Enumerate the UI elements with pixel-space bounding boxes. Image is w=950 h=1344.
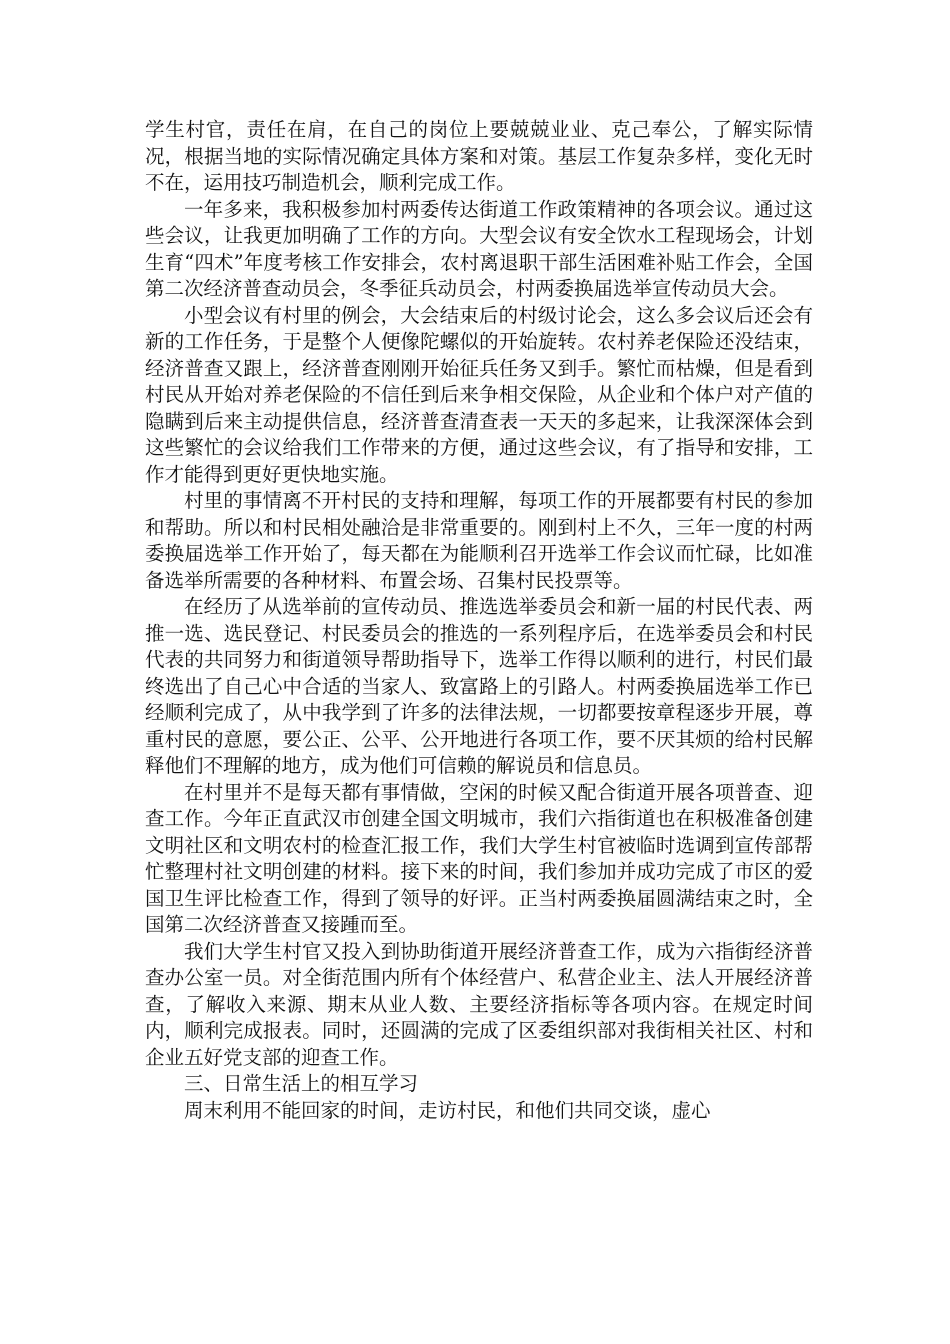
- paragraph-4: 村里的事情离不开村民的支持和理解，每项工作的开展都要有村民的参加和帮助。所以和村民相处融洽是非常重要的。刚到村上不久，三年一度的村两委换届选举工作开始了，每天都在为能顺利召开选举工作会议而忙碌，比如准备选举所需要的各种材料、布置会场、召集村民投票等。: [145, 489, 813, 592]
- paragraph-3: 小型会议有村里的例会，大会结束后的村级讨论会，这么多会议后还会有新的工作任务，于是整个人便像陀螺似的开始旋转。农村养老保险还没结束，经济普查又跟上，经济普查刚刚开始征兵任务又到手。繁忙而枯燥，但是看到村民从开始对养老保险的不信任到后来争相交保险，从企业和个体户对产值的隐瞒到后来主动提供信息，经济普查清查表一天天的多起来，让我深深体会到这些繁忙的会议给我们工作带来的方便，通过这些会议，有了指导和安排，工作才能得到更好更快地实施。: [145, 303, 813, 486]
- paragraph-1: 学生村官，责任在肩，在自己的岗位上要兢兢业业、克己奉公，了解实际情况，根据当地的实际情况确定具体方案和对策。基层工作复杂多样，变化无时不在，运用技巧制造机会，顺利完成工作。: [145, 118, 813, 194]
- paragraph-2: 一年多来，我积极参加村两委传达街道工作政策精神的各项会议。通过这些会议，让我更加明确了工作的方向。大型会议有安全饮水工程现场会，计划生育“四术”年度考核工作安排会，农村离退职干部生活困难补贴工作会，全国第二次经济普查动员会，冬季征兵动员会，村两委换届选举宣传动员大会。: [145, 197, 813, 300]
- paragraph-6: 在村里并不是每天都有事情做，空闲的时候又配合街道开展各项普查、迎查工作。今年正直武汉市创建全国文明城市，我们六指街道也在积极准备创建文明社区和文明农村的检查汇报工作，我们大学生村官被临时选调到宣传部帮忙整理村社文明创建的材料。接下来的时间，我们参加并成功完成了市区的爱国卫生评比检查工作，得到了领导的好评。正当村两委换届圆满结束之时，全国第二次经济普查又接踵而至。: [145, 780, 813, 936]
- paragraph-5: 在经历了从选举前的宣传动员、推选选举委员会和新一届的村民代表、两推一选、选民登记、村民委员会的推选的一系列程序后，在选举委员会和村民代表的共同努力和街道领导帮助指导下，选举工作得以顺利的进行，村民们最终选出了自己心中合适的当家人、致富路上的引路人。村两委换届选举工作已经顺利完成了，从中我学到了许多的法律法规，一切都要按章程逐步开展，尊重村民的意愿，要公正、公平、公开地进行各项工作，要不厌其烦的给村民解释他们不理解的地方，成为他们可信赖的解说员和信息员。: [145, 595, 813, 777]
- document-page: [145, 117, 813, 1124]
- paragraph-7: 我们大学生村官又投入到协助街道开展经济普查工作，成为六指街经济普查办公室一员。对全街范围内所有个体经营户、私营企业主、法人开展经济普查，了解收入来源、期末从业人数、主要经济指标等各项内容。在规定时间内，顺利完成报表。同时，还圆满的完成了区委组织部对我街相关社区、村和企业五好党支部的迎查工作。: [145, 939, 813, 1069]
- paragraph-8: 周末利用不能回家的时间，走访村民，和他们共同交谈，虚心: [184, 1098, 711, 1122]
- section-heading: 三、日常生活上的相互学习: [184, 1072, 419, 1095]
